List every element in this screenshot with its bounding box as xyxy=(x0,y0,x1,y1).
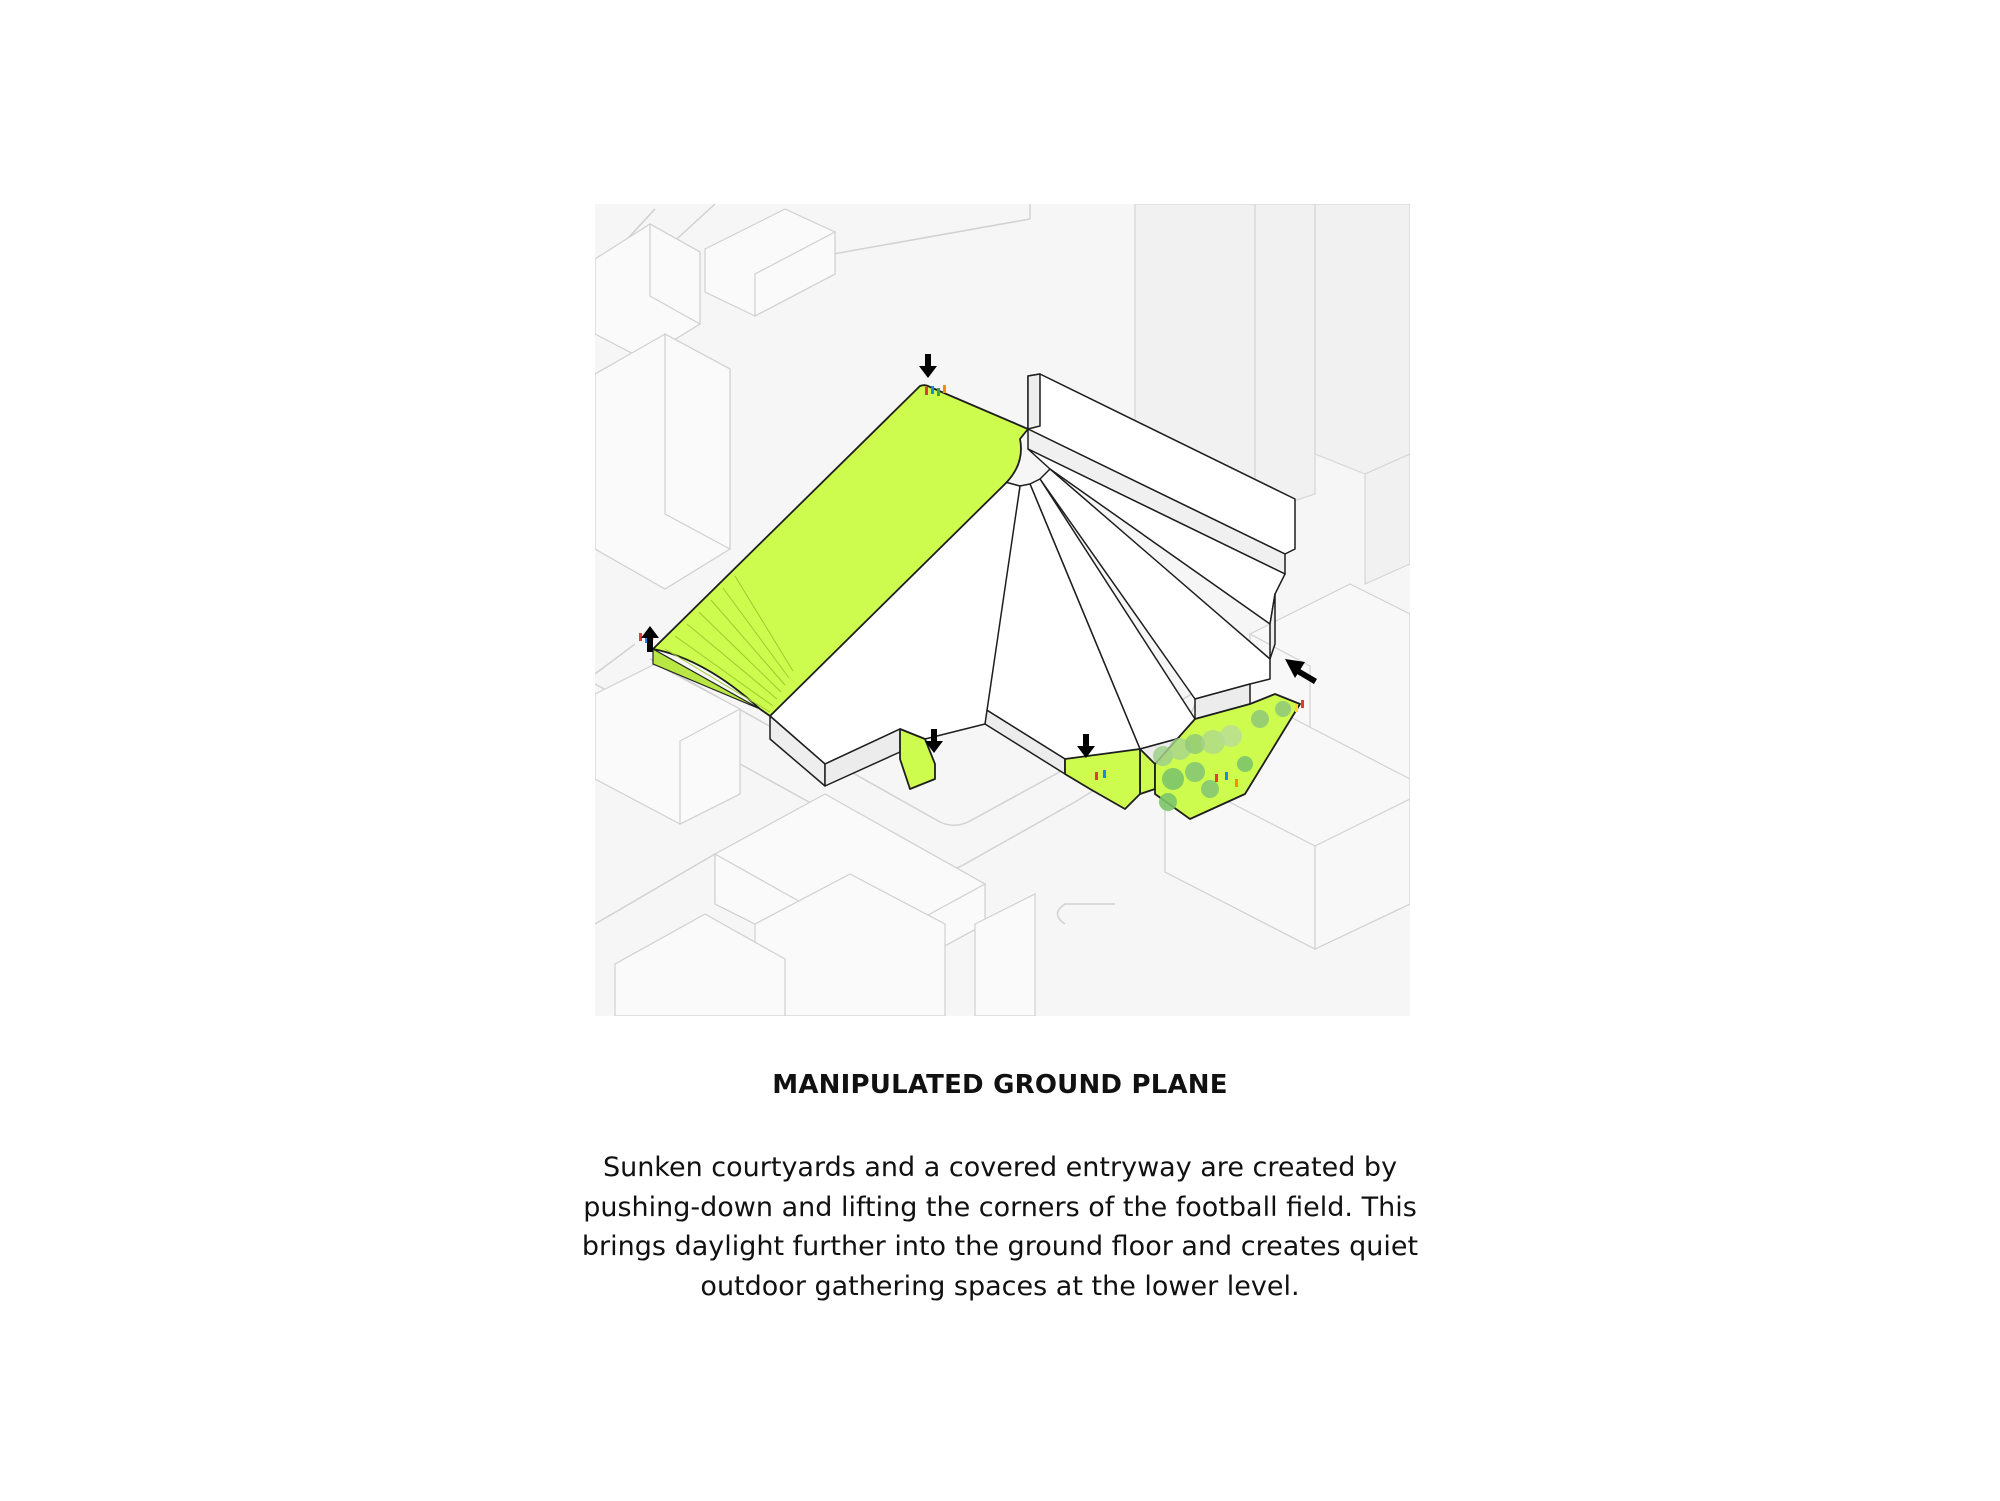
axonometric-drawing xyxy=(595,204,1410,1016)
caption-line: pushing-down and lifting the corners of the football field. This xyxy=(583,1191,1417,1223)
caption-body xyxy=(500,1148,1500,1306)
caption-line: Sunken courtyards and a covered entryway are created by xyxy=(602,1152,1398,1183)
caption-line: outdoor gathering spaces at the lower level. xyxy=(700,1270,1300,1302)
caption-line: brings daylight further into the ground floor and creates quiet xyxy=(581,1231,1419,1262)
caption-title: MANIPULATED GROUND PLANE xyxy=(772,1070,1228,1100)
site-diagram xyxy=(595,204,1410,1016)
